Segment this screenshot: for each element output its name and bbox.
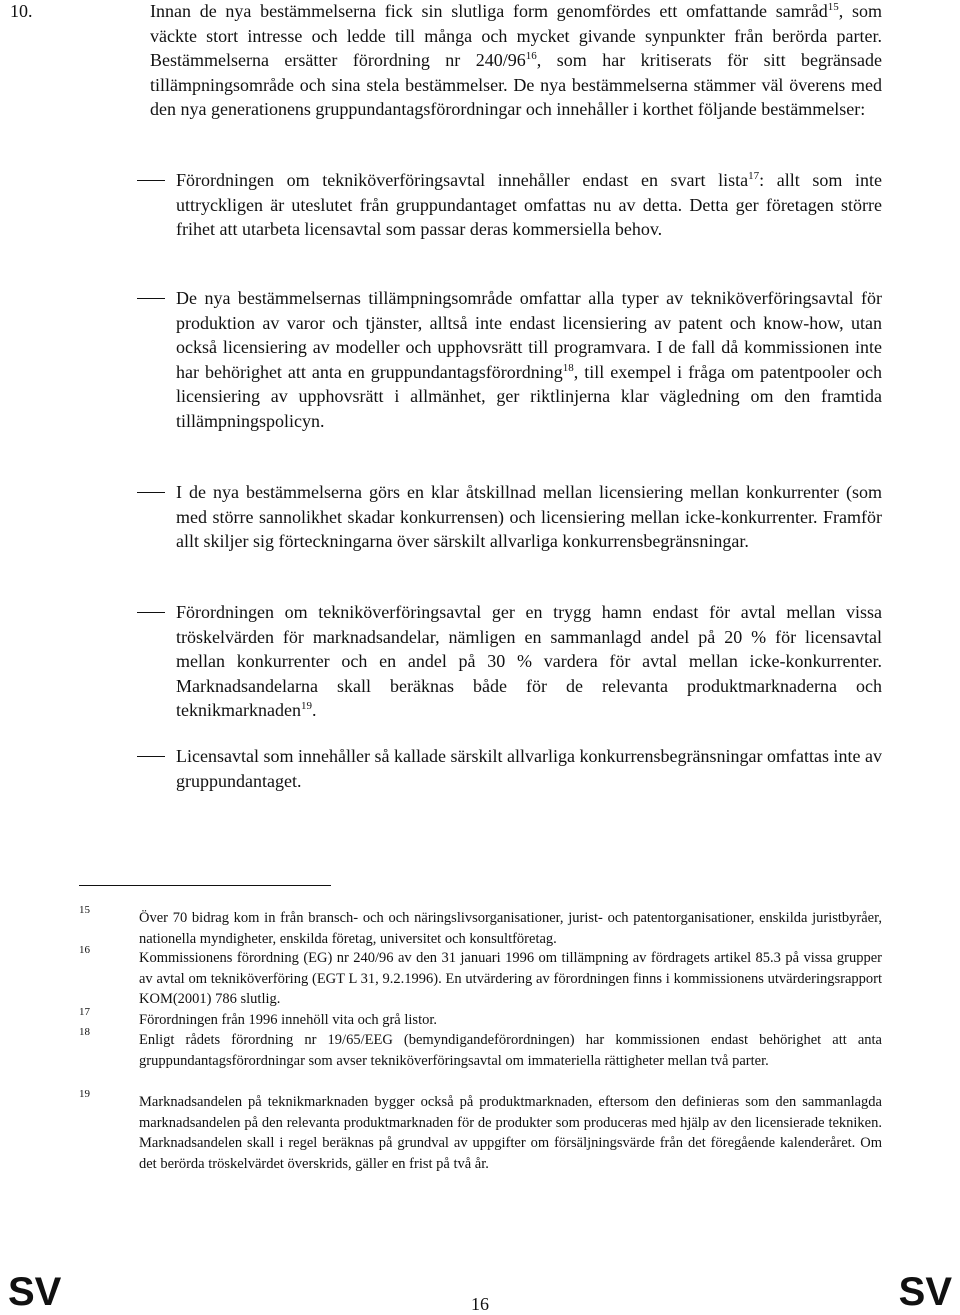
language-code-left: SV: [8, 1270, 62, 1314]
dash-icon: [137, 492, 165, 493]
footnote-text: Förordningen från 1996 innehöll vita och grå listor.: [139, 1012, 438, 1028]
footnote-text: Marknadsandelen på teknikmarknaden bygger också på produktmarknaden, eftersom den definieras som den sammanlagda marknadsandelen på den relevanta produktmarknaden för de produkter som produceras med hjälp av den licensierade tekniken. Marknadsandelen skall i regel beräknas på grundval av uppgifter om försäljningsvärde från det föregående kalenderåret. Om det berörda tröskelvärdet överskrids, gäller en frist på två år.: [139, 1094, 882, 1172]
footnote-ref-17: 17: [748, 170, 760, 182]
dash-icon: [137, 612, 165, 613]
footnote-separator: [79, 885, 331, 886]
bullet-text: I de nya bestämmelserna görs en klar åtskillnad mellan licensiering mellan konkurrenter (som med större sannolikhet skadar konkurrensen) och licensiering mellan icke-konkurrenter. Framför allt skiljer sig förteckningarna över särskilt allvarliga konkurrensbegränsningar.: [176, 482, 882, 551]
footnote-ref-15: 15: [827, 1, 839, 13]
footnote-ref-16: 16: [525, 50, 537, 62]
footnote-text: Över 70 bidrag kom in från bransch- och och näringslivsorganisationer, jurist- och patentorganisationer, enskilda juristbyråer, nationella myndigheter, enskilda företag, universitet och konsultföretag.: [139, 910, 882, 947]
footnote-number: 18: [79, 1026, 90, 1038]
bullet-text: De nya bestämmelsernas tillämpningsområde omfattar alla typer av tekniköverföringsavtal för produktion av varor och tjänster, alltså inte endast licensiering av patent och know-how, utan också licensiering av modeller och upphovsrätt till programvara. I de fall då kommissionen inte har behörighet att anta en gruppundantagsförordning$^{18}$, till exempel i fråga om patentpooler och licensiering av upphovsrätt i allmänhet, ger riktlinjerna klar vägledning om den framtida tillämpningspolicyn.: [176, 288, 882, 431]
footnote-text: Kommissionens förordning (EG) nr 240/96 av den 31 januari 1996 om tillämpning av fördragets artikel 85.3 på vissa grupper av avtal om tekniköverföring (EGT L 31, 9.2.1996). En utvärdering av förordningen finns i kommissionens utvärderingsrapport KOM(2001) 786 slutlig.: [139, 950, 882, 1007]
dash-icon: [137, 756, 165, 757]
footnote-ref-19: 19: [300, 700, 312, 712]
footnote-number: 17: [79, 1006, 90, 1018]
page-number: 16: [471, 1294, 489, 1314]
footnote-number: 19: [79, 1088, 90, 1100]
dash-icon: [137, 298, 165, 299]
bullet-text: Förordningen om tekniköverföringsavtal ger en trygg hamn endast för avtal mellan vissa tröskelvärden för marknadsandelar, nämligen en sammanlagd andel på 20 % för licensavtal mellan konkurrenter och en andel på 30 % vardera för avtal mellan icke-konkurrenter. Marknadsandelarna skall beräknas både för de relevanta produktmarknaderna och teknikmarknaden$^{19}$.: [176, 602, 882, 720]
footnote-text: Enligt rådets förordning nr 19/65/EEG (bemyndigandeförordningen) har kommissionen endast behörighet att anta gruppundantagsförordningar som avser tekniköverföringsavtal om immateriella rättigheter mellan två parter.: [139, 1032, 882, 1069]
language-code-right: SV: [898, 1270, 952, 1314]
footnote-number: 15: [79, 904, 90, 916]
paragraph-text: Innan de nya bestämmelserna fick sin slutliga form genomfördes ett omfattande samråd$^{15}$, som väckte stort intresse och ledde till många och mycket givande synpunkter från berörda parter. Bestämmelserna ersätter förordning nr $240/96^{16}$, som har kritiserats för sitt begränsade tillämpningsområde och sina stela bestämmelser. De nya bestämmelserna stämmer väl överens med den nya generationens gruppundantagsförordningar och innehåller i korthet följande bestämmelser:: [150, 1, 883, 119]
footnote-ref-18: 18: [562, 361, 574, 374]
bullet-text: Licensavtal som innehåller så kallade särskilt allvarliga konkurrensbegränsningar omfattas inte av gruppundantaget.: [176, 746, 882, 791]
footnote-number: 16: [79, 944, 90, 956]
dash-icon: [137, 180, 165, 181]
bullet-text: Förordningen om tekniköverföringsavtal innehåller endast en svart lista$^{17}$: allt som inte uttryckligen är uteslutet från gruppundantaget omfattas nu av detta. Detta ger företagen större frihet att utarbeta licensavtal som passar deras kommersiella behov.: [176, 170, 882, 239]
paragraph-number: 10.: [10, 1, 33, 21]
